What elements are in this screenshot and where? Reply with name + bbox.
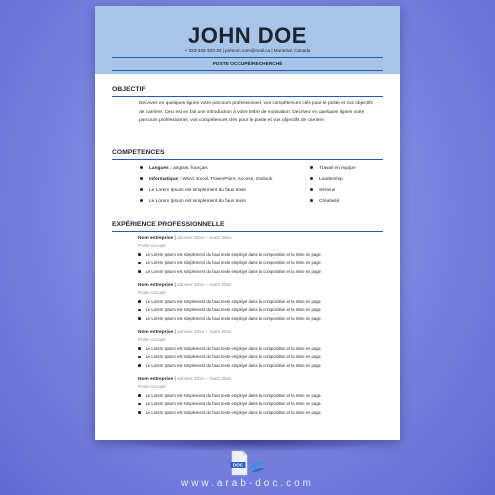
job-heading: Nom entreprise | Janvier 20xx – mars 20xx <box>138 236 232 241</box>
soft-skill-text: Sérieux <box>319 188 336 193</box>
skill-text: Word, Excel, PowerPoint, Access, Outlook <box>180 177 273 182</box>
job-duty-text: Le Lorem Ipsum est simplement du faux texte employé dans la composition et la mise en page <box>145 307 321 313</box>
bullet-icon <box>138 394 141 397</box>
job-duty-text: Le Lorem Ipsum est simplement du faux texte employé dans la composition et la mise en page <box>145 362 321 368</box>
bullet-icon <box>140 188 143 191</box>
website-link[interactable]: www.arab-doc.com <box>180 478 315 489</box>
experience-entry <box>138 330 378 368</box>
doc-logo-label: DOC <box>233 462 243 468</box>
skill-label: Langues : <box>149 166 172 171</box>
bullet-icon <box>310 177 313 180</box>
job-company: Nom entreprise <box>138 377 174 382</box>
section-rule-competences <box>112 159 383 160</box>
soft-skill-item <box>310 177 343 182</box>
job-duty <box>138 354 378 359</box>
job-duty <box>138 346 378 351</box>
job-company: Nom entreprise <box>138 283 174 288</box>
job-duty-text: Le Lorem Ipsum est simplement du faux texte employé dans la composition et la mise en page <box>145 354 321 360</box>
experience-entry <box>138 377 378 415</box>
bullet-icon <box>310 188 313 191</box>
skill-text: anglais, français <box>171 166 208 171</box>
job-duty <box>138 252 378 257</box>
bullet-icon <box>138 364 141 367</box>
bullet-icon <box>138 253 141 256</box>
soft-skill-item <box>310 199 339 204</box>
resume-header <box>95 6 400 74</box>
job-dates: Janvier 20xx – mars 20xx <box>177 377 232 382</box>
skill-item <box>140 177 272 182</box>
job-duty <box>138 316 378 321</box>
skill-label: Informatique : <box>149 177 181 182</box>
job-company: Nom entreprise <box>138 236 174 241</box>
job-dates: Janvier 20xx – mars 20xx <box>177 330 232 335</box>
objectif-line: parcours professionnel, vos compétences clés pour le poste et vos objectifs de carrière. <box>139 118 326 124</box>
bullet-icon <box>138 356 141 359</box>
job-duty <box>138 260 378 265</box>
bullet-icon <box>138 300 141 303</box>
section-title-objectif: OBJECTIF <box>112 86 146 93</box>
header-rule-top <box>112 57 383 58</box>
job-duty-text: Le Lorem Ipsum est simplement du faux texte employé dans la composition et la mise en page <box>145 315 321 321</box>
header-rule-bottom <box>112 70 383 71</box>
job-duty-text: Le Lorem Ipsum est simplement du faux texte employé dans la composition et la mise en page <box>145 260 321 266</box>
resume-name: JOHN DOE <box>188 23 307 48</box>
soft-skill-item <box>310 188 335 193</box>
bullet-icon <box>140 199 143 202</box>
bullet-icon <box>138 411 141 414</box>
objectif-line: de carrière. Ceci est en fait une introduction à votre lettre de motivation. Décrivez en quelques lignes votre <box>139 109 365 115</box>
skill-item <box>140 166 208 171</box>
job-duty <box>138 401 378 406</box>
job-duty <box>138 307 378 312</box>
skill-text: Le Lorem Ipsum est simplement du faux texte <box>149 188 247 193</box>
resume-page <box>95 6 400 440</box>
section-rule-objectif <box>112 96 383 97</box>
resume-position: POSTE OCCUPÉ/RECHERCHÉ <box>212 62 283 67</box>
experience-entry <box>138 283 378 321</box>
soft-skill-item <box>310 166 356 171</box>
job-heading: Nom entreprise | Janvier 20xx – mars 20xx <box>138 283 232 288</box>
job-duty <box>138 269 378 274</box>
section-title-experience: EXPÉRIENCE PROFESSIONNELLE <box>112 221 225 228</box>
job-role: Poste occupé <box>138 384 166 389</box>
job-duty <box>138 299 378 304</box>
resume-contact: + 333-333-333-33 | prénom.nom@mail.ca | Montréal, Canada <box>184 48 311 53</box>
experience-entry <box>138 236 378 274</box>
job-duty <box>138 363 378 368</box>
bullet-icon <box>138 403 141 406</box>
skill-item <box>140 188 246 193</box>
bullet-icon <box>140 166 143 169</box>
doc-file-icon <box>230 450 266 476</box>
skill-item <box>140 199 246 204</box>
job-duty-text: Le Lorem Ipsum est simplement du faux texte employé dans la composition et la mise en page <box>145 251 321 257</box>
job-heading: Nom entreprise | Janvier 20xx – mars 20xx <box>138 330 232 335</box>
bullet-icon <box>310 166 313 169</box>
job-duty-text: Le Lorem Ipsum est simplement du faux texte employé dans la composition et la mise en page <box>145 401 321 407</box>
job-company: Nom entreprise <box>138 330 174 335</box>
bullet-icon <box>138 317 141 320</box>
job-duty-text: Le Lorem Ipsum est simplement du faux texte employé dans la composition et la mise en page <box>145 345 321 351</box>
job-duty-text: Le Lorem Ipsum est simplement du faux texte employé dans la composition et la mise en page <box>145 409 321 415</box>
soft-skill-text: Créativité <box>319 199 340 204</box>
objectif-text <box>139 100 373 126</box>
bullet-icon <box>140 177 143 180</box>
skill-text: Le Lorem Ipsum est simplement du faux texte <box>149 199 247 204</box>
job-dates: Janvier 20xx – mars 20xx <box>177 283 232 288</box>
section-rule-experience <box>112 231 383 232</box>
bullet-icon <box>138 309 141 312</box>
objectif-line: Décrivez en quelques lignes votre parcours professionnel, vos compétences clés pour le poste et vos objectifs <box>139 101 373 106</box>
job-role: Poste occupé <box>138 290 166 295</box>
soft-skill-text: Travail en équipe <box>319 166 356 171</box>
bullet-icon <box>310 199 313 202</box>
job-dates: Janvier 20xx – mars 20xx <box>177 236 232 241</box>
job-duty <box>138 393 378 398</box>
bullet-icon <box>138 270 141 273</box>
bullet-icon <box>138 262 141 265</box>
job-duty-text: Le Lorem Ipsum est simplement du faux texte employé dans la composition et la mise en page <box>145 298 321 304</box>
job-role: Poste occupé <box>138 243 166 248</box>
bullet-icon <box>138 347 141 350</box>
job-role: Poste occupé <box>138 337 166 342</box>
job-duty <box>138 410 378 415</box>
job-duty-text: Le Lorem Ipsum est simplement du faux texte employé dans la composition et la mise en page <box>145 268 321 274</box>
job-heading: Nom entreprise | Janvier 20xx – mars 20xx <box>138 377 232 382</box>
job-duty-text: Le Lorem Ipsum est simplement du faux texte employé dans la composition et la mise en page <box>145 392 321 398</box>
section-title-competences: COMPETENCES <box>112 149 165 156</box>
soft-skill-text: Leadership <box>319 177 343 182</box>
